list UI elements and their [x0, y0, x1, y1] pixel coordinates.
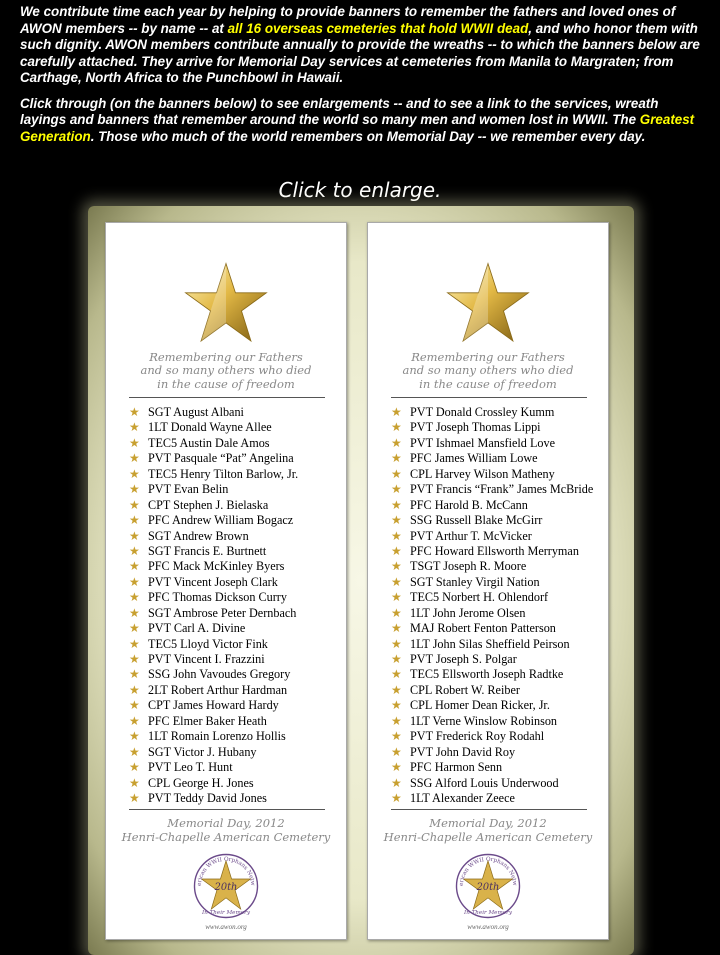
banner-footer: Memorial Day, 2012 Henri-Chapelle American Cemetery [121, 816, 331, 844]
small-star-icon: ★ [391, 497, 402, 512]
small-star-icon: ★ [391, 559, 402, 574]
small-star-icon: ★ [129, 528, 140, 543]
list-item: ★ TSGT Joseph R. Moore [391, 559, 527, 574]
small-star-icon: ★ [391, 729, 402, 744]
small-star-icon: ★ [129, 405, 140, 419]
list-item: ★ PFC Harold B. McCann [391, 497, 528, 512]
small-star-icon: ★ [391, 790, 402, 805]
list-item: ★ PFC Mack McKinley Byers [129, 559, 285, 574]
list-item: ★ SSG Alford Louis Underwood [391, 775, 559, 790]
small-star-icon: ★ [391, 420, 402, 435]
list-item: ★ CPL Homer Dean Ricker, Jr. [391, 698, 550, 713]
small-star-icon: ★ [391, 574, 402, 589]
intro-paragraph-1: We contribute time each year by helping to provide banners to remember the fathers and loved ones of AWON members -- by name -- at all 16 overseas cemeteries that hold WWII dead, and who honor them with such dignity. AWON members contribute annually to provide the wreaths -- to which the banners below are carefully attached. They arrive for Memorial Day services at cemeteries from Manila to Margraten; from Carthage, North Africa to the Punchbowl in Hawaii. [20, 4, 700, 85]
small-star-icon: ★ [391, 744, 402, 759]
list-item: ★ SGT Victor J. Hubany [129, 744, 257, 759]
seal-number: 20th [214, 882, 238, 894]
names-list [391, 405, 603, 806]
names-list [129, 405, 341, 806]
small-star-icon: ★ [129, 482, 140, 497]
list-item: ★ PFC Howard Ellsworth Merryman [391, 543, 579, 558]
list-item: ★ PVT Joseph Thomas Lippi [391, 420, 541, 435]
list-item: ★ TEC5 Ellsworth Joseph Radtke [391, 667, 564, 682]
list-item: ★ CPT James Howard Hardy [129, 698, 279, 713]
list-item: ★ SGT Francis E. Burtnett [129, 543, 267, 558]
list-item: ★ PVT Teddy David Jones [129, 790, 267, 805]
list-item: ★ PVT Frederick Roy Rodahl [391, 729, 545, 744]
small-star-icon: ★ [129, 574, 140, 589]
gold-star-icon [106, 261, 346, 352]
list-item: ★ CPL George H. Jones [129, 775, 254, 790]
list-item: ★ SGT Andrew Brown [129, 528, 249, 543]
small-star-icon: ★ [129, 698, 140, 713]
divider [129, 397, 325, 398]
small-star-icon: ★ [391, 605, 402, 620]
small-star-icon: ★ [129, 667, 140, 682]
small-star-icon: ★ [391, 466, 402, 481]
list-item: ★ SGT Stanley Virgil Nation [391, 574, 540, 589]
small-star-icon: ★ [391, 590, 402, 605]
small-star-icon: ★ [391, 543, 402, 558]
divider [391, 809, 587, 810]
small-star-icon: ★ [391, 775, 402, 790]
small-star-icon: ★ [391, 667, 402, 682]
awon-seal-icon [106, 851, 346, 926]
list-item: ★ PVT Leo T. Hunt [129, 760, 233, 775]
list-item: ★ TEC5 Austin Dale Amos [129, 435, 270, 450]
divider [391, 397, 587, 398]
list-item: ★ PVT Carl A. Divine [129, 621, 246, 636]
click-to-enlarge-label: Click to enlarge. [278, 178, 442, 202]
list-item: ★ PVT Vincent I. Frazzini [129, 652, 265, 666]
list-item: ★ MAJ Robert Fenton Patterson [391, 621, 556, 636]
small-star-icon: ★ [129, 543, 140, 558]
list-item: ★ TEC5 Norbert H. Ohlendorf [391, 590, 549, 605]
small-star-icon: ★ [129, 652, 140, 666]
svg-text:In Their Memory: In Their Memory [463, 910, 513, 916]
list-item: ★ 1LT John Jerome Olsen [391, 605, 526, 620]
small-star-icon: ★ [129, 605, 140, 620]
list-item: ★ PVT Vincent Joseph Clark [129, 574, 278, 589]
list-item: ★ SGT August Albani [129, 405, 244, 419]
small-star-icon: ★ [391, 528, 402, 543]
list-item: ★ 1LT Donald Wayne Allee [129, 420, 272, 435]
list-item: ★ 1LT John Silas Sheffield Peirson [391, 636, 570, 651]
small-star-icon: ★ [129, 682, 140, 697]
banner-heading: Remembering our Fathers and so many others who died in the cause of freedom [402, 350, 574, 391]
small-star-icon: ★ [391, 621, 402, 636]
small-star-icon: ★ [391, 652, 402, 666]
small-star-icon: ★ [129, 744, 140, 759]
small-star-icon: ★ [391, 405, 402, 419]
small-star-icon: ★ [129, 451, 140, 466]
list-item: ★ PVT Joseph S. Polgar [391, 652, 517, 666]
list-item: ★ TEC5 Lloyd Victor Fink [129, 636, 268, 651]
list-item: ★ PVT Ishmael Mansfield Love [391, 435, 555, 450]
small-star-icon: ★ [129, 790, 140, 805]
list-item: ★ TEC5 Henry Tilton Barlow, Jr. [129, 466, 299, 481]
small-star-icon: ★ [129, 729, 140, 744]
small-star-icon: ★ [129, 513, 140, 528]
list-item: ★ PVT Arthur T. McVicker [391, 528, 532, 543]
list-item: ★ PFC Andrew William Bogacz [129, 513, 294, 528]
memorial-banner-1[interactable] [105, 222, 347, 940]
banner-footer: Memorial Day, 2012 Henri-Chapelle American Cemetery [383, 816, 593, 844]
small-star-icon: ★ [129, 713, 140, 728]
small-star-icon: ★ [129, 590, 140, 605]
list-item: ★ PFC Thomas Dickson Curry [129, 590, 287, 605]
small-star-icon: ★ [391, 760, 402, 775]
list-item: ★ PVT John David Roy [391, 744, 516, 759]
list-item: ★ SGT Ambrose Peter Dernbach [129, 605, 297, 620]
list-item: ★ 2LT Robert Arthur Hardman [129, 682, 288, 697]
list-item: ★ 1LT Verne Winslow Robinson [391, 713, 558, 728]
gold-star-icon [368, 261, 608, 352]
svg-text:In Their Memory: In Their Memory [201, 910, 251, 916]
cemeteries-link[interactable]: all 16 overseas cemeteries that hold WWII dead [227, 20, 529, 36]
small-star-icon: ★ [129, 559, 140, 574]
small-star-icon: ★ [391, 435, 402, 450]
seal-number: 20th [476, 882, 500, 894]
awon-seal-icon [368, 851, 608, 926]
small-star-icon: ★ [391, 482, 402, 497]
small-star-icon: ★ [391, 636, 402, 651]
divider [129, 809, 325, 810]
list-item: ★ PVT Pasquale “Pat” Angelina [129, 451, 294, 466]
list-item: ★ PVT Evan Belin [129, 482, 229, 497]
small-star-icon: ★ [129, 435, 140, 450]
svg-text:American WWII Orphans Network: erican WWII Orphans Netw [196, 856, 256, 887]
small-star-icon: ★ [129, 466, 140, 481]
small-star-icon: ★ [391, 451, 402, 466]
intro-paragraph-2: Click through (on the banners below) to see enlargements -- and to see a link to the services, wreath layings and banners that remember around the world so many men and women lost in WWII. The Greatest Generation. Those who much of the world remembers on Memorial Day -- we remember every day. [20, 95, 695, 144]
list-item: ★ PFC Elmer Baker Heath [129, 713, 267, 728]
list-item: ★ 1LT Romain Lorenzo Hollis [129, 729, 286, 744]
list-item: ★ PVT Donald Crossley Kumm [391, 405, 555, 419]
small-star-icon: ★ [129, 636, 140, 651]
small-star-icon: ★ [129, 420, 140, 435]
site-url: www.awon.org [467, 923, 509, 931]
svg-text:American WWII Orphans Network: erican WWII Orphans Netw [458, 856, 518, 887]
banner-heading: Remembering our Fathers and so many others who died in the cause of freedom [140, 350, 312, 391]
list-item: ★ PVT Francis “Frank” James McBride [391, 482, 594, 497]
list-item: ★ SSG John Vavoudes Gregory [129, 667, 291, 682]
list-item: ★ PFC Harmon Senn [391, 760, 503, 775]
small-star-icon: ★ [129, 497, 140, 512]
memorial-banner-2[interactable] [367, 222, 609, 940]
list-item: ★ 1LT Alexander Zeece [391, 790, 515, 805]
small-star-icon: ★ [129, 760, 140, 775]
intro-text [20, 4, 705, 154]
list-item: ★ CPL Harvey Wilson Matheny [391, 466, 555, 481]
list-item: ★ PFC James William Lowe [391, 451, 538, 466]
small-star-icon: ★ [391, 682, 402, 697]
small-star-icon: ★ [391, 713, 402, 728]
small-star-icon: ★ [129, 775, 140, 790]
greatest-generation-link[interactable]: Greatest Generation [20, 112, 695, 144]
small-star-icon: ★ [129, 621, 140, 636]
list-item: ★ CPL Robert W. Reiber [391, 682, 520, 697]
small-star-icon: ★ [391, 698, 402, 713]
small-star-icon: ★ [391, 513, 402, 528]
list-item: ★ SSG Russell Blake McGirr [391, 513, 543, 528]
site-url: www.awon.org [205, 923, 247, 931]
list-item: ★ CPT Stephen J. Bielaska [129, 497, 269, 512]
